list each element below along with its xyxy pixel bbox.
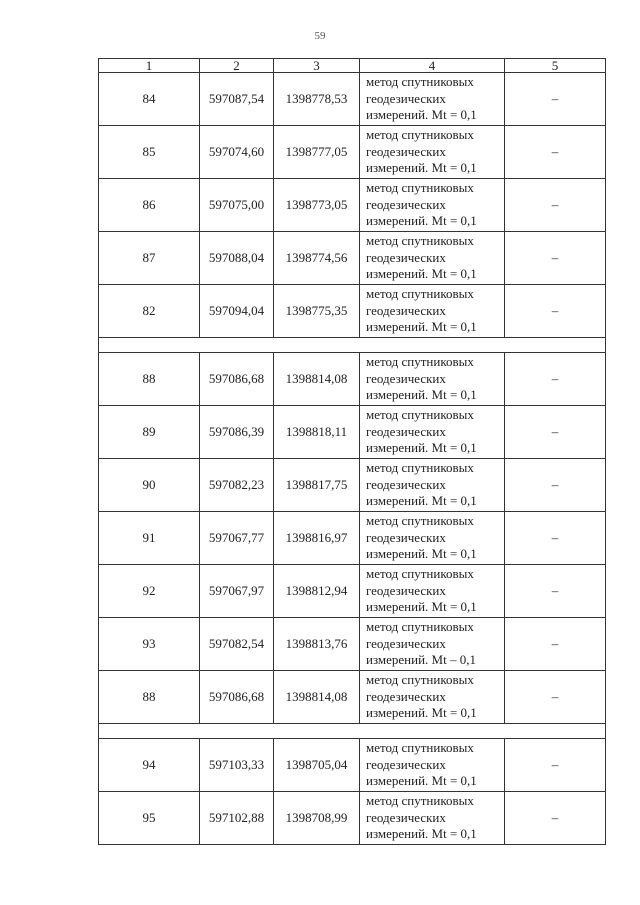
- method-line: метод спутниковых: [366, 407, 474, 423]
- y-coordinate: 1398814,08: [274, 671, 360, 724]
- separator-cell: [99, 338, 606, 353]
- column-header: 4: [360, 59, 505, 73]
- point-number: 87: [99, 232, 200, 285]
- point-number: 95: [99, 792, 200, 845]
- measurement-method: [360, 353, 505, 406]
- y-coordinate: 1398812,94: [274, 565, 360, 618]
- method-line: метод спутниковых: [366, 74, 474, 90]
- method-line: метод спутниковых: [366, 672, 474, 688]
- x-coordinate: 597094,04: [200, 285, 274, 338]
- page-number: 59: [314, 30, 326, 42]
- table-row: [99, 671, 606, 724]
- note-cell: –: [505, 73, 606, 126]
- note-cell: –: [505, 459, 606, 512]
- point-number: 92: [99, 565, 200, 618]
- measurement-method: [360, 73, 505, 126]
- method-line: геодезических: [366, 688, 446, 704]
- point-number: 91: [99, 512, 200, 565]
- table-row: [99, 353, 606, 406]
- note-cell: –: [505, 285, 606, 338]
- point-number: 94: [99, 739, 200, 792]
- method-line: метод спутниковых: [366, 460, 474, 476]
- y-coordinate: 1398708,99: [274, 792, 360, 845]
- method-line: измерений. Mt = 0,1: [366, 107, 477, 123]
- x-coordinate: 597074,60: [200, 126, 274, 179]
- method-line: метод спутниковых: [366, 793, 474, 809]
- method-line: метод спутниковых: [366, 286, 474, 302]
- table-row: [99, 73, 606, 126]
- section-separator: [99, 338, 606, 353]
- method-line: геодезических: [366, 809, 446, 825]
- y-coordinate: 1398774,56: [274, 232, 360, 285]
- method-line: метод спутниковых: [366, 513, 474, 529]
- measurement-method: [360, 671, 505, 724]
- table-row: [99, 512, 606, 565]
- coordinates-table: [98, 58, 606, 845]
- table-row: [99, 618, 606, 671]
- method-line: метод спутниковых: [366, 127, 474, 143]
- point-number: 86: [99, 179, 200, 232]
- method-line: измерений. Mt – 0,1: [366, 652, 476, 668]
- method-line: метод спутниковых: [366, 180, 474, 196]
- measurement-method: [360, 126, 505, 179]
- method-line: геодезических: [366, 370, 446, 386]
- method-line: измерений. Mt = 0,1: [366, 546, 477, 562]
- column-header: 3: [274, 59, 360, 73]
- column-header: 2: [200, 59, 274, 73]
- note-cell: –: [505, 671, 606, 724]
- method-line: геодезических: [366, 582, 446, 598]
- method-line: метод спутниковых: [366, 354, 474, 370]
- y-coordinate: 1398813,76: [274, 618, 360, 671]
- x-coordinate: 597088,04: [200, 232, 274, 285]
- section-separator: [99, 724, 606, 739]
- note-cell: –: [505, 739, 606, 792]
- method-line: геодезических: [366, 143, 446, 159]
- method-line: геодезических: [366, 423, 446, 439]
- note-cell: –: [505, 353, 606, 406]
- table-header-row: [99, 59, 606, 73]
- x-coordinate: 597087,54: [200, 73, 274, 126]
- table-row: [99, 285, 606, 338]
- method-line: геодезических: [366, 196, 446, 212]
- method-line: геодезических: [366, 302, 446, 318]
- point-number: 85: [99, 126, 200, 179]
- y-coordinate: 1398773,05: [274, 179, 360, 232]
- x-coordinate: 597067,77: [200, 512, 274, 565]
- x-coordinate: 597086,68: [200, 671, 274, 724]
- table-row: [99, 232, 606, 285]
- x-coordinate: 597103,33: [200, 739, 274, 792]
- point-number: 93: [99, 618, 200, 671]
- point-number: 82: [99, 285, 200, 338]
- method-line: измерений. Mt = 0,1: [366, 599, 477, 615]
- y-coordinate: 1398814,08: [274, 353, 360, 406]
- note-cell: –: [505, 126, 606, 179]
- table-row: [99, 179, 606, 232]
- method-line: геодезических: [366, 635, 446, 651]
- method-line: измерений. Mt = 0,1: [366, 213, 477, 229]
- point-number: 84: [99, 73, 200, 126]
- note-cell: –: [505, 618, 606, 671]
- method-line: измерений. Mt = 0,1: [366, 705, 477, 721]
- measurement-method: [360, 285, 505, 338]
- x-coordinate: 597082,23: [200, 459, 274, 512]
- table-row: [99, 126, 606, 179]
- y-coordinate: 1398816,97: [274, 512, 360, 565]
- method-line: геодезических: [366, 476, 446, 492]
- y-coordinate: 1398777,05: [274, 126, 360, 179]
- measurement-method: [360, 232, 505, 285]
- measurement-method: [360, 459, 505, 512]
- method-line: геодезических: [366, 756, 446, 772]
- method-line: метод спутниковых: [366, 619, 474, 635]
- measurement-method: [360, 565, 505, 618]
- note-cell: –: [505, 792, 606, 845]
- x-coordinate: 597075,00: [200, 179, 274, 232]
- point-number: 89: [99, 406, 200, 459]
- method-line: измерений. Mt = 0,1: [366, 266, 477, 282]
- method-line: измерений. Mt = 0,1: [366, 319, 477, 335]
- measurement-method: [360, 792, 505, 845]
- method-line: измерений. Mt = 0,1: [366, 493, 477, 509]
- note-cell: –: [505, 565, 606, 618]
- method-line: измерений. Mt = 0,1: [366, 826, 477, 842]
- method-line: метод спутниковых: [366, 740, 474, 756]
- x-coordinate: 597082,54: [200, 618, 274, 671]
- point-number: 88: [99, 671, 200, 724]
- x-coordinate: 597102,88: [200, 792, 274, 845]
- note-cell: –: [505, 512, 606, 565]
- table-row: [99, 739, 606, 792]
- method-line: геодезических: [366, 529, 446, 545]
- measurement-method: [360, 618, 505, 671]
- measurement-method: [360, 512, 505, 565]
- measurement-method: [360, 406, 505, 459]
- method-line: геодезических: [366, 249, 446, 265]
- method-line: геодезических: [366, 90, 446, 106]
- table-row: [99, 406, 606, 459]
- separator-cell: [99, 724, 606, 739]
- note-cell: –: [505, 232, 606, 285]
- method-line: измерений. Mt = 0,1: [366, 387, 477, 403]
- y-coordinate: 1398818,11: [274, 406, 360, 459]
- y-coordinate: 1398775,35: [274, 285, 360, 338]
- note-cell: –: [505, 179, 606, 232]
- method-line: измерений. Mt = 0,1: [366, 160, 477, 176]
- table-row: [99, 792, 606, 845]
- point-number: 88: [99, 353, 200, 406]
- measurement-method: [360, 739, 505, 792]
- table-row: [99, 459, 606, 512]
- point-number: 90: [99, 459, 200, 512]
- column-header: 1: [99, 59, 200, 73]
- x-coordinate: 597086,68: [200, 353, 274, 406]
- method-line: метод спутниковых: [366, 566, 474, 582]
- column-header: 5: [505, 59, 606, 73]
- y-coordinate: 1398778,53: [274, 73, 360, 126]
- y-coordinate: 1398705,04: [274, 739, 360, 792]
- method-line: измерений. Mt = 0,1: [366, 440, 477, 456]
- x-coordinate: 597086,39: [200, 406, 274, 459]
- method-line: метод спутниковых: [366, 233, 474, 249]
- y-coordinate: 1398817,75: [274, 459, 360, 512]
- method-line: измерений. Mt = 0,1: [366, 773, 477, 789]
- measurement-method: [360, 179, 505, 232]
- note-cell: –: [505, 406, 606, 459]
- table-row: [99, 565, 606, 618]
- x-coordinate: 597067,97: [200, 565, 274, 618]
